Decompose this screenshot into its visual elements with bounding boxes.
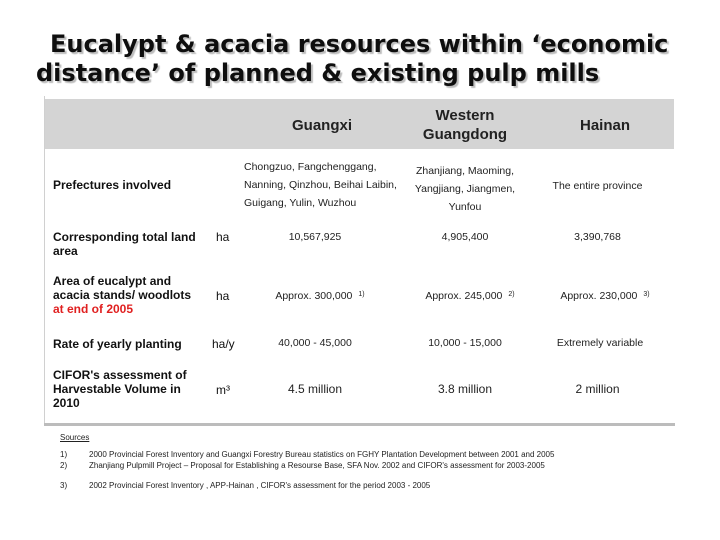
sources-heading: Sources (60, 433, 90, 442)
unit-total-land-area: ha (216, 230, 230, 244)
cell-planting-hainan: Extremely variable (556, 337, 644, 349)
cell-planting-western-guangdong: 10,000 - 15,000 (428, 337, 502, 349)
source-number: 1) (60, 450, 68, 459)
column-header-hainan: Hainan (579, 117, 630, 134)
row-label-total-land-area: Corresponding total land area (53, 230, 196, 258)
source-number: 3) (60, 481, 68, 490)
cell-eucalypt-hainan-value: Approx. 230,000 (560, 290, 638, 302)
footnote-ref-2: 2) (508, 291, 515, 298)
column-header-western-guangdong: Western Guangdong (422, 107, 508, 143)
row-label-yearly-planting: Rate of yearly planting (53, 337, 182, 351)
cell-eucalypt-western-guangdong (405, 288, 535, 304)
cell-planting-guangxi: 40,000 - 45,000 (278, 337, 352, 349)
column-header-guangxi: Guangxi (291, 117, 352, 134)
cell-eucalypt-western-guangdong-value: Approx. 245,000 (425, 290, 503, 302)
unit-yearly-planting: ha/y (212, 337, 235, 351)
unit-eucalypt-area: ha (216, 289, 230, 303)
cell-cifor-guangxi: 4.5 million (287, 382, 343, 396)
cell-land-area-western-guangdong: 4,905,400 (441, 231, 489, 243)
row-label-eucalypt-area-text: Area of eucalypt and acacia stands/ woodlots (53, 274, 192, 302)
source-item (60, 449, 554, 460)
cell-eucalypt-hainan (540, 288, 670, 304)
cell-land-area-hainan: 3,390,768 (574, 231, 621, 243)
cell-cifor-western-guangdong: 3.8 million (437, 382, 493, 396)
row-label-eucalypt-area (53, 274, 203, 316)
cell-prefectures-western-guangdong: Zhanjiang, Maoming, Yangjiang, Jiangmen, Yunfou (414, 165, 516, 213)
row-label-cifor-assessment: CIFOR's assessment of Harvestable Volume in 2010 (53, 368, 187, 410)
source-text: 2000 Provincial Forest Inventory and Guangxi Forestry Bureau statistics on FGHY Plantation Development between 2001 and 2005 (89, 450, 555, 459)
slide-title (36, 30, 696, 88)
row-label-eucalypt-area-date: at end of 2005 (53, 302, 134, 316)
cell-cifor-hainan: 2 million (575, 382, 620, 396)
source-item (60, 480, 554, 491)
sources-section (60, 432, 554, 491)
cell-prefectures-hainan: The entire province (552, 180, 643, 192)
source-text: 2002 Provincial Forest Inventory , APP-Hainan , CIFOR's assessment for the period 2003 - 2005 (89, 481, 431, 490)
source-text: Zhanjiang Pulpmill Project – Proposal for Establishing a Resourse Base, SFA Nov. 2002 and CIFOR's assessment for 2003-2005 (89, 461, 545, 470)
source-number: 2) (60, 461, 68, 470)
title-line-1: Eucalypt & acacia resources within ‘economic (50, 30, 669, 58)
row-label-prefectures: Prefectures involved (53, 178, 172, 192)
source-item (60, 460, 554, 471)
footnote-ref-1: 1) (358, 291, 365, 298)
unit-cifor-assessment: m³ (216, 383, 230, 397)
cell-prefectures-guangxi: Chongzuo, Fangchenggang, Nanning, Qinzhou, Beihai Laibin, Guigang, Yulin, Wuzhou (244, 161, 397, 209)
cell-eucalypt-guangxi (255, 288, 385, 304)
table-bottom-rule (44, 423, 675, 426)
cell-eucalypt-guangxi-value: Approx. 300,000 (275, 290, 353, 302)
title-line-2: distance’ of planned & existing pulp mills (36, 59, 600, 87)
footnote-ref-3: 3) (643, 291, 650, 298)
cell-land-area-guangxi: 10,567,925 (288, 231, 342, 243)
